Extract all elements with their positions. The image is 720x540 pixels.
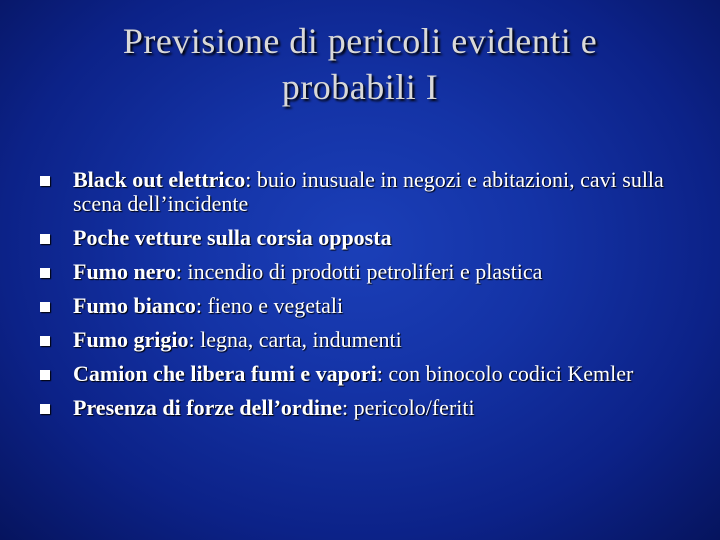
square-bullet-icon <box>40 268 50 278</box>
bullet-item <box>40 362 690 386</box>
square-bullet-icon <box>40 370 50 380</box>
bullet-item <box>40 260 690 284</box>
square-bullet-icon <box>40 336 50 346</box>
bullet-detail: incendio di prodotti petroliferi e plastica <box>187 259 543 284</box>
bullet-term: Fumo nero <box>73 259 176 284</box>
slide-title: Previsione di pericoli evidenti e probabili I <box>122 21 598 107</box>
bullet-term: Camion che libera fumi e vapori <box>73 361 377 386</box>
square-bullet-icon <box>40 404 50 414</box>
bullet-item <box>40 226 690 250</box>
bullet-term: Fumo bianco <box>73 293 196 318</box>
bullet-detail: buio inusuale in negozi e abitazioni, cavi sulla scena dell’incidente <box>73 167 664 216</box>
bullet-item <box>40 168 690 216</box>
bullet-term: Black out elettrico <box>73 167 246 192</box>
square-bullet-icon <box>40 176 50 186</box>
bullet-item <box>40 294 690 318</box>
bullet-detail: fieno e vegetali <box>207 293 344 318</box>
bullet-separator: : <box>175 259 188 284</box>
bullet-separator: : <box>342 395 354 420</box>
square-bullet-icon <box>40 302 50 312</box>
bullet-separator: : <box>188 327 201 352</box>
square-bullet-icon <box>40 234 50 244</box>
bullet-term: Fumo grigio <box>73 327 189 352</box>
bullet-list <box>40 168 690 430</box>
bullet-separator: : <box>245 167 257 192</box>
bullet-separator: : <box>376 361 389 386</box>
bullet-detail: con binocolo codici Kemler <box>388 361 634 386</box>
bullet-item <box>40 396 690 420</box>
bullet-detail: legna, carta, indumenti <box>200 327 402 352</box>
bullet-detail: pericolo/feriti <box>353 395 475 420</box>
bullet-term: Poche vetture sulla corsia opposta <box>73 225 392 250</box>
bullet-separator: : <box>195 293 208 318</box>
bullet-item <box>40 328 690 352</box>
bullet-term: Presenza di forze dell’ordine <box>73 395 343 420</box>
